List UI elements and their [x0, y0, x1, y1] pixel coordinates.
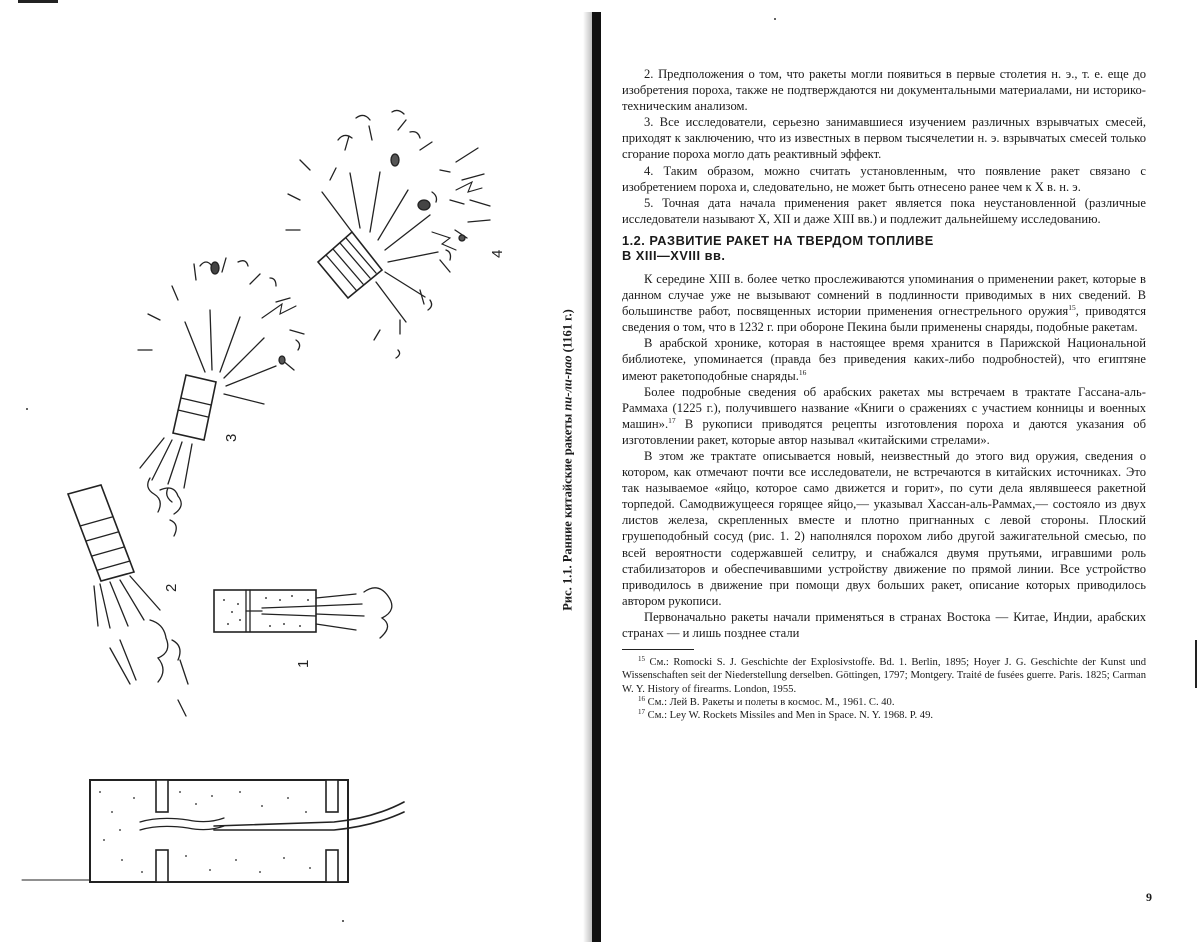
paragraph-conclusion-3: 3. Все исследователи, серьезно занимавшиеся изучением различных взрывчатых смесей, приходят к заключению, что из известных в первом тысячелетии н. э. взрывчатых смесей только сгорание пороха могло дать реактивный эффект.: [622, 115, 1146, 162]
caption-text: Рис. 1.1. Ранние китайские ракеты: [560, 410, 575, 611]
footnote-number: 15: [638, 655, 645, 664]
section-heading-line-2: В XIII—XVIII вв.: [622, 247, 726, 263]
exhaust-3: [140, 438, 192, 512]
figure-caption: [561, 309, 576, 610]
figure-label-2: 2: [163, 583, 180, 592]
scan-speck: [774, 18, 776, 20]
explosion-3: [138, 258, 304, 404]
footnote-16: [622, 696, 1146, 709]
scan-speck: [26, 408, 28, 410]
paragraph-4: В этом же трактате описывается новый, неизвестный до этого вид оружия, сведения о котором, как отмечают почти все исследователи, не встречаются в китайских источниках. Это так называемое «яйцо, которое само движется и горит», по сути дела являвшееся ракетной торпедой. Самодвижущееся горящее яйцо,— указывал Хассан-аль-Раммах,— состояло из двух листов железа, скрепленных вместе и плотно пригнанных с левой стороны. Плоский грушеподобный сосуд (рис. 1. 2) наполнялся порохом либо другой зажигательной смесью, по всей вероятности содержавшей селитру, и снабжался двумя прутьями, игравшими роль стабилизаторов и обеспечивавшими устройству движение по прямой линии. Все устройство приводилось в движение при помощи двух больших ракет, описание которых приводилось автором рукописи.: [622, 448, 1146, 608]
caption-year: (1161 г.): [560, 309, 575, 356]
footnote-ref-17[interactable]: 17: [668, 415, 676, 425]
right-page: [612, 0, 1200, 942]
rocket-2: [68, 485, 134, 581]
paragraph-1: [622, 271, 1146, 335]
paragraph-2-text: В арабской хронике, которая в настоящее время хранится в Парижской Национальной библиотеке, упоминается (правда без приведения каких-либо подробностей), что египтяне имеют ракетоподобные снаряды.: [622, 336, 1146, 383]
paragraph-1-text-cont: , приводятся сведения о том, что в 1232 г. при обороне Пекина были применены снаряды, подобные ракетам.: [622, 304, 1146, 335]
footnote-ref-15[interactable]: 15: [1068, 303, 1076, 313]
scan-edge-mark: [1195, 640, 1197, 688]
footnote-divider: [622, 649, 694, 650]
footnote-15: [622, 656, 1146, 696]
paragraph-2: [622, 335, 1146, 383]
footnote-number: 17: [638, 708, 645, 717]
footnote-ref-16[interactable]: 16: [798, 367, 807, 377]
footnotes: [622, 656, 1146, 722]
paragraph-3-text: Более подробные сведения об арабских ракетах мы встречаем в трактате Гассана-аль-Раммаха (1225 г.), получившего название «Книги о сражениях с участием конницы и военных машин».: [622, 384, 1146, 431]
paragraph-conclusion-2: 2. Предположения о том, что ракеты могли появиться в первые столетия н. э., т. е. еще до изобретения пороха, также не подтверждаются ни документальными материалами, ни историко-техническим анализом.: [622, 67, 1146, 114]
paragraph-3-text-cont: В рукописи приводятся рецепты изготовления пороха и даются указания об изготовлении ракет, которые автор называл «китайскими стрелами».: [622, 416, 1146, 447]
explosion-4: [286, 110, 490, 358]
footnote-17: [622, 709, 1146, 722]
section-heading-line-1: 1.2. РАЗВИТИЕ РАКЕТ НА ТВЕРДОМ ТОПЛИВЕ: [622, 232, 934, 248]
scan-speck: [342, 920, 344, 922]
paragraph-3: [622, 384, 1146, 448]
paragraph-conclusion-5: 5. Точная дата начала применения ракет является пока неустановленной (различные исследователи называют X, XII и даже XIII вв.) и подлежит дальнейшему исследованию.: [622, 195, 1146, 226]
rocket-cutaway: [22, 780, 404, 882]
figure-label-4: 4: [489, 249, 506, 258]
footnote-text: См.: Romocki S. J. Geschichte der Explosivstoffe. Bd. 1. Berlin, 1895; Hoyer J. G. Geschichte der Kunst und Wissenschaften seit der Niederstellung derselben. Göttingen, 1797; Montgery. Traité de fusées guerre. Paris. 1825; Carman W. Y. History of firearms. London, 1955.: [622, 657, 1146, 695]
figure-label-1: 1: [295, 659, 312, 668]
section-heading: [622, 233, 1146, 263]
footnote-text: См.: Ley W. Rockets Missiles and Men in Space. N. Y. 1968. P. 49.: [645, 710, 934, 722]
text-column: [622, 66, 1146, 723]
page-number: 9: [1146, 890, 1152, 904]
paragraph-conclusion-4: 4. Таким образом, можно считать установленным, что появление ракет связано с изобретением пороха и, следовательно, не может быть отнесено ранее чем к X в. н. э.: [622, 163, 1146, 194]
paragraph-1-text: К середине XIII в. более четко прослеживаются упоминания о применении ракет, которые в данном случае уже не вызывают сомнений в подлинности приводимых в них сведений. В большинстве работ, посвященных истории применения огнестрельного оружия: [622, 271, 1146, 319]
footnote-number: 16: [638, 694, 645, 703]
spine-shadow: [583, 12, 592, 942]
book-spine: [592, 12, 601, 942]
caption-italic-text: пи-ли-пао: [560, 355, 575, 411]
paragraph-5: Первоначально ракеты начали применяться в странах Востока — Китае, Индии, арабских странах — и лишь позднее стали: [622, 609, 1146, 640]
rocket-3: [173, 375, 216, 440]
footnote-text: См.: Лей В. Ракеты и полеты в космос. М., 1961. С. 40.: [645, 696, 895, 708]
rocket-1: [214, 588, 392, 638]
figure-label-3: 3: [223, 433, 240, 442]
rocket-4: [318, 232, 382, 298]
